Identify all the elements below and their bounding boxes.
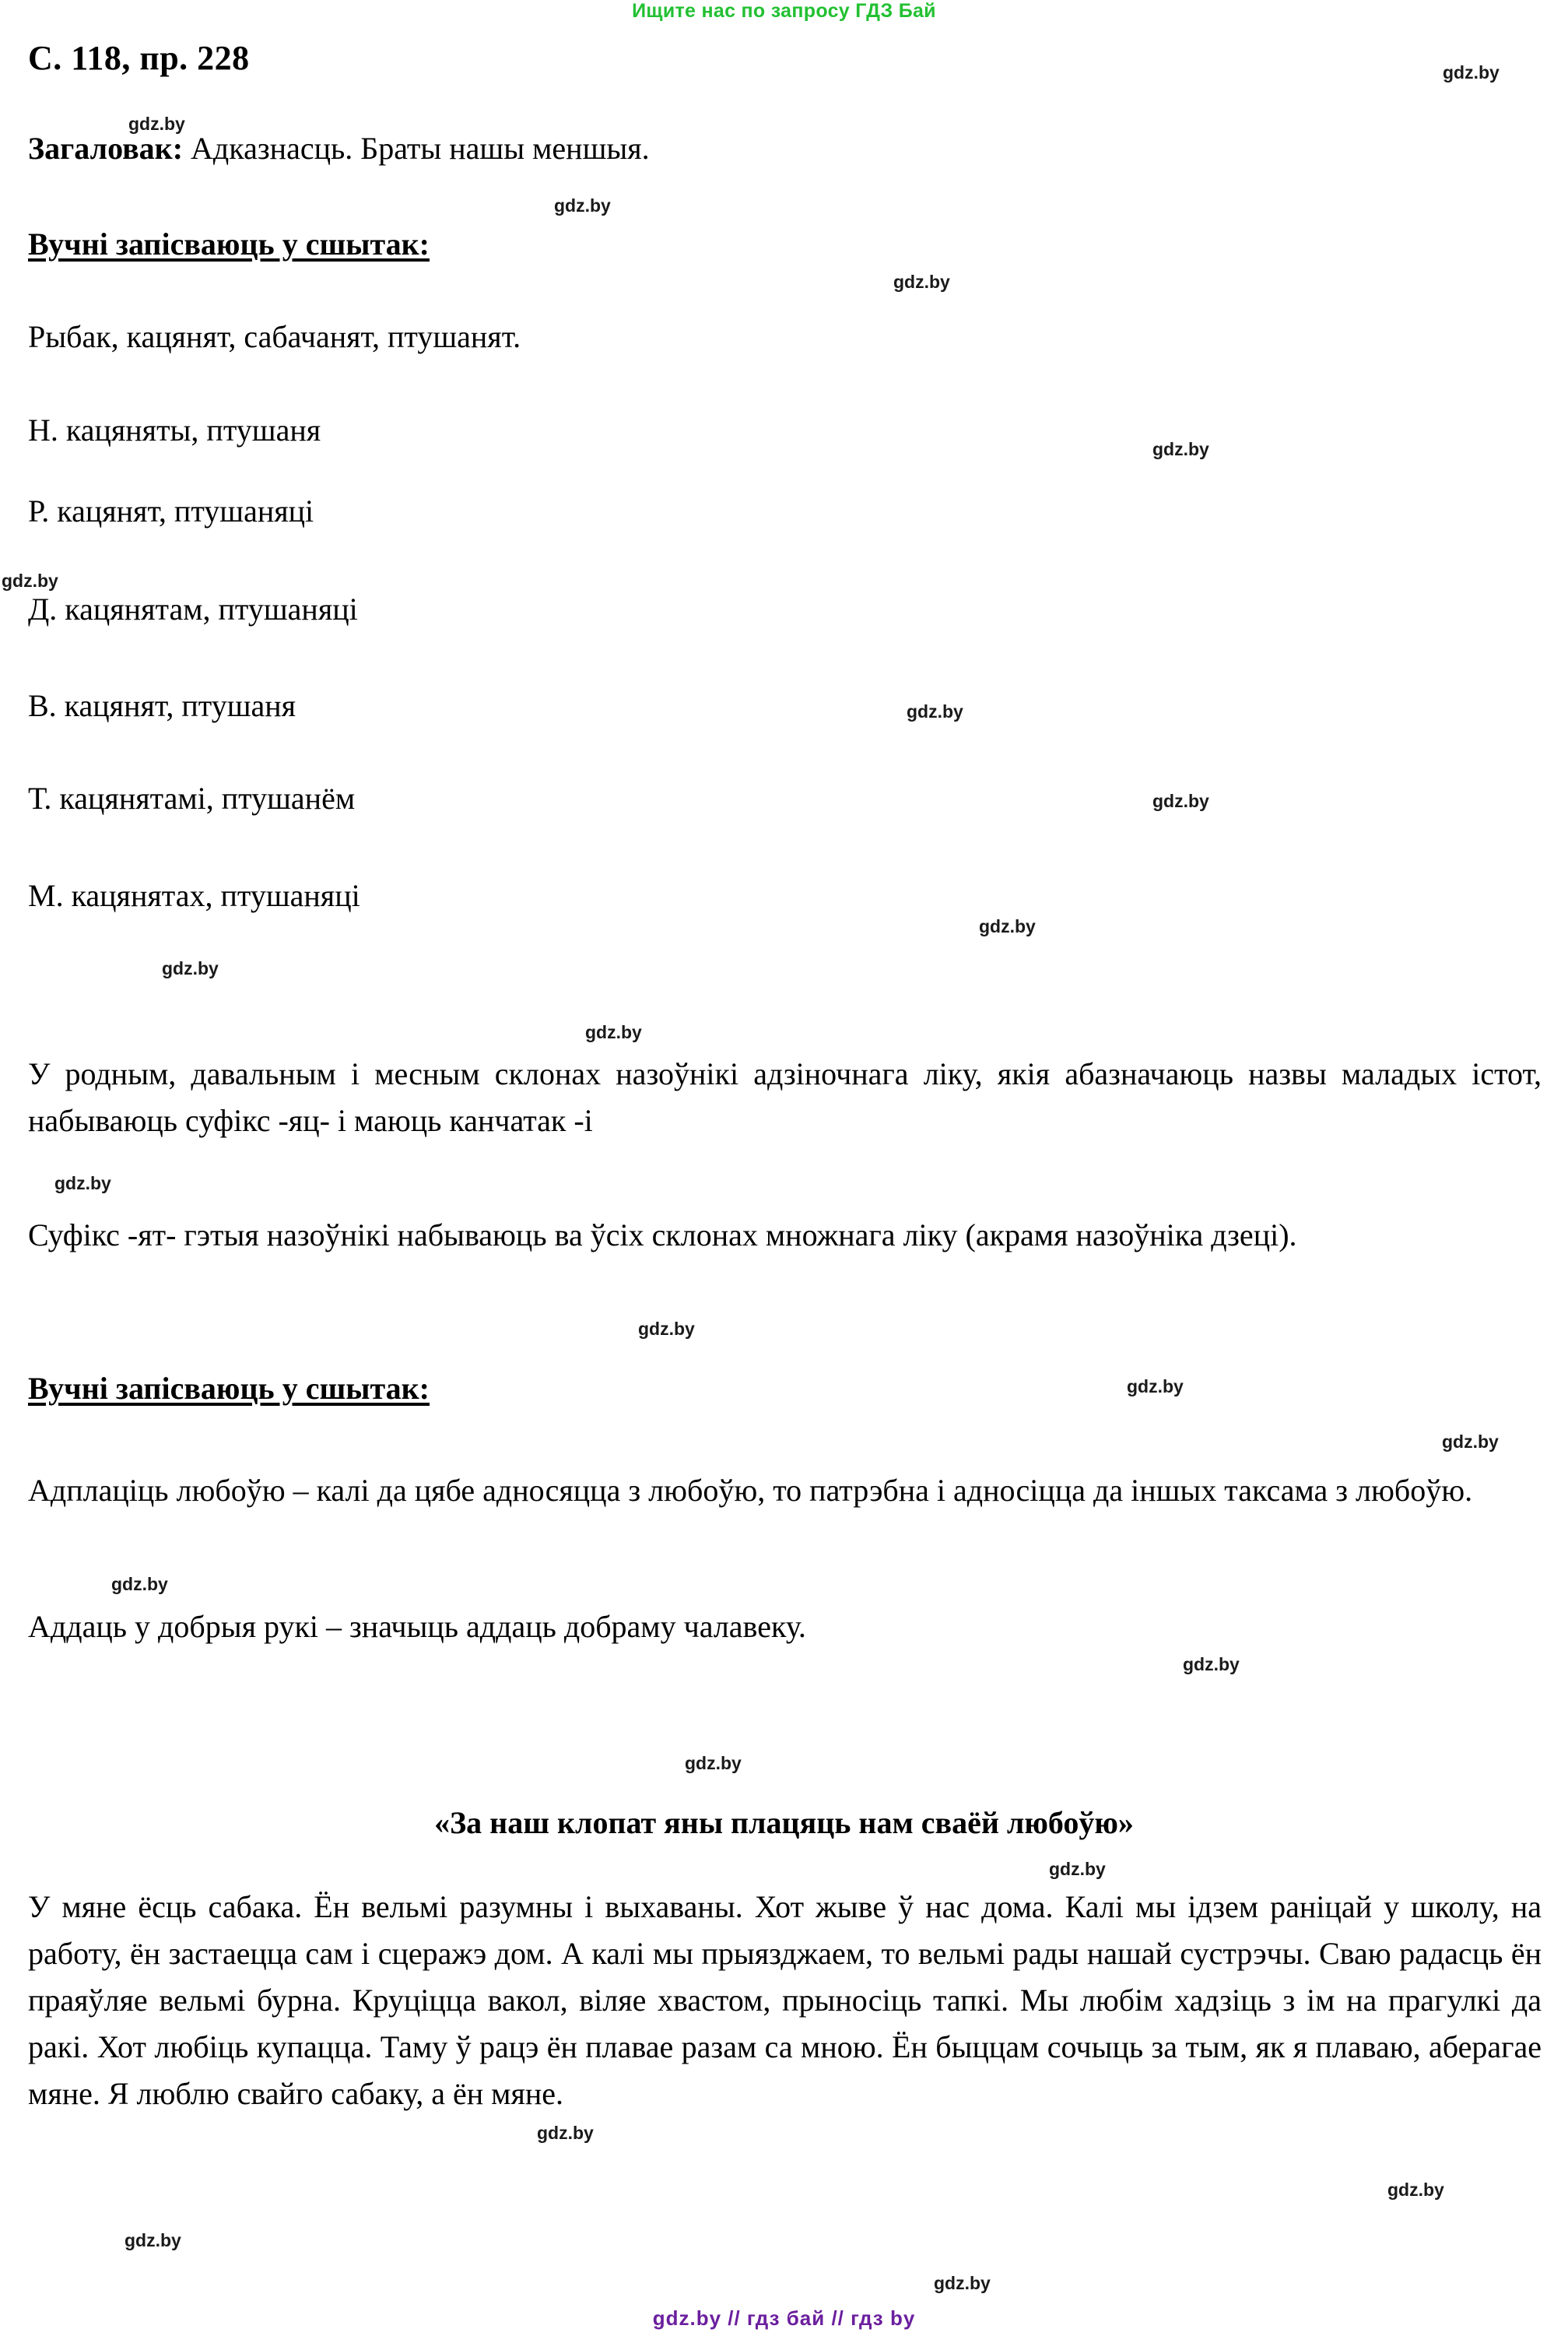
watermark-0: gdz.by bbox=[1443, 62, 1500, 83]
declension-row-instrumental: Т. кацянятамі, птушанём bbox=[28, 781, 356, 816]
section-header-2: Вучні запісваюць у сшытак: bbox=[28, 1371, 430, 1406]
section-header-2-wrap bbox=[28, 1370, 430, 1407]
section-header-1: Вучні запісваюць у сшытак: bbox=[28, 227, 430, 262]
page-title: С. 118, пр. 228 bbox=[28, 39, 250, 77]
watermark-9: gdz.by bbox=[162, 958, 219, 978]
declension-row-accusative: В. кацянят, птушаня bbox=[28, 688, 296, 723]
declension-row-locative: М. кацянятах, птушаняці bbox=[28, 878, 360, 913]
watermark-15: gdz.by bbox=[111, 1574, 168, 1594]
footer-credit: gdz.by // гдз бай // гдз by bbox=[652, 2306, 916, 2330]
watermark-5: gdz.by bbox=[2, 571, 58, 591]
idiom-explanation-1: Адплаціць любоўю – калі да цябе адносяцца з любоўю, то патрэбна і адносіцца да іншых таксама з любоўю. bbox=[28, 1473, 1473, 1508]
watermark-17: gdz.by bbox=[685, 1753, 742, 1773]
watermark-4: gdz.by bbox=[1152, 439, 1209, 459]
declension-row-genitive: Р. кацянят, птушаняці bbox=[28, 494, 314, 529]
watermark-6: gdz.by bbox=[907, 701, 963, 722]
watermark-14: gdz.by bbox=[1442, 1431, 1499, 1452]
rule-paragraph-2: Суфікс -ят- гэтыя назоўнікі набываюць ва ўсіх склонах множнага ліку (акрамя назоўніка дзеці). bbox=[28, 1217, 1297, 1252]
watermark-13: gdz.by bbox=[1127, 1376, 1184, 1396]
declension-row-dative: Д. кацянятам, птушаняці bbox=[28, 592, 358, 627]
watermark-8: gdz.by bbox=[979, 916, 1036, 936]
watermark-1: gdz.by bbox=[128, 114, 185, 134]
watermark-2: gdz.by bbox=[554, 195, 611, 216]
promo-banner: Ищите нас по запросу ГДЗ Бай bbox=[632, 0, 936, 22]
watermark-20: gdz.by bbox=[1387, 2180, 1444, 2200]
rule-paragraph-1: У родным, давальным і месным склонах назоўнікі адзіночнага ліку, якія абазначаюць назвы маладых істот, набываюць суфікс -яц- і маюць канчатак -і bbox=[28, 1056, 1542, 1138]
watermark-12: gdz.by bbox=[638, 1319, 695, 1339]
idiom-explanation-2: Аддаць у добрыя рукі – значыць аддаць добраму чалавеку. bbox=[28, 1609, 806, 1644]
watermark-3: gdz.by bbox=[893, 272, 950, 292]
watermark-10: gdz.by bbox=[585, 1022, 642, 1042]
heading-label: Загаловак: bbox=[28, 131, 184, 166]
word-list-line: Рыбак, кацянят, сабачанят, птушанят. bbox=[28, 319, 521, 354]
watermark-22: gdz.by bbox=[934, 2273, 991, 2293]
essay-title: «За наш клопат яны плацяць нам сваёй любоўю» bbox=[434, 1805, 1134, 1840]
watermark-7: gdz.by bbox=[1152, 791, 1209, 811]
watermark-19: gdz.by bbox=[537, 2123, 594, 2143]
section-header-1-wrap bbox=[28, 226, 430, 262]
heading-text: Адказнасць. Браты нашы меншыя. bbox=[191, 131, 650, 166]
watermark-16: gdz.by bbox=[1183, 1654, 1240, 1674]
essay-body: У мяне ёсць сабака. Ён вельмі разумны і выхаваны. Хот жыве ў нас дома. Калі мы ідзем раніцай у школу, на работу, ён застаецца сам і сцеражэ дом. А калі мы прыязджаем, то вельмі рады нашай сустрэчы. Сваю радасць ён праяўляе вельмі бурна. Круціцца вакол, віляе хвастом, прыносіць тапкі. Мы любім хадзіць з ім на прагулкі да ракі. Хот любіць купацца. Таму ў рацэ ён плавае разам са мною. Ён быццам сочыць за тым, як я плаваю, аберагае мяне. Я люблю свайго сабаку, а ён мяне. bbox=[28, 1889, 1542, 2111]
watermark-21: gdz.by bbox=[125, 2230, 181, 2250]
watermark-11: gdz.by bbox=[54, 1173, 111, 1193]
heading-line bbox=[28, 131, 650, 167]
watermark-18: gdz.by bbox=[1049, 1859, 1106, 1879]
declension-row-nominative: Н. кацяняты, птушаня bbox=[28, 413, 321, 448]
